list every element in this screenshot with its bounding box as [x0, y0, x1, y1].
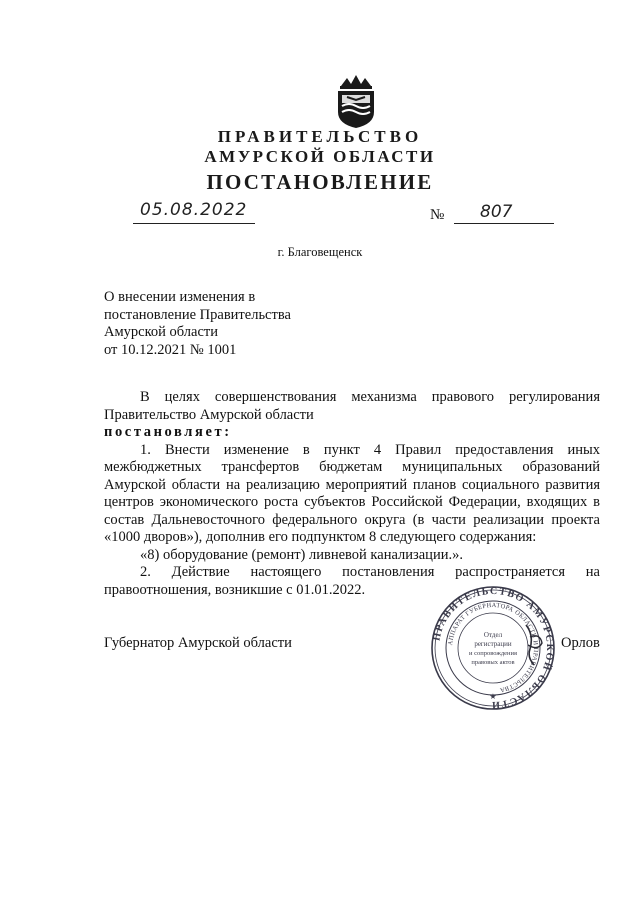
handwritten-date: 05.08.2022	[140, 200, 248, 220]
region-title: АМУРСКОЙ ОБЛАСТИ	[204, 147, 436, 166]
date-underline	[133, 223, 255, 224]
paragraph-1-quote: «8) оборудование (ремонт) ливневой канализации.».	[140, 546, 463, 563]
number-underline	[454, 223, 554, 224]
paragraph-1-line: Амурской области на реализацию мероприятий планов социального развития	[104, 476, 600, 493]
subject-line: постановление Правительства	[104, 306, 291, 323]
stamp-center-line: Отдел	[483, 631, 503, 639]
stamp-center-line: и сопровождения	[469, 650, 517, 657]
signatory-name: Орлов	[561, 635, 600, 651]
subject-block	[104, 289, 291, 359]
official-stamp	[430, 585, 556, 711]
government-title: ПРАВИТЕЛЬСТВО	[217, 127, 423, 146]
signatory-position: Губернатор Амурской области	[104, 635, 292, 651]
subject-line: от 10.12.2021 № 1001	[104, 341, 237, 358]
city-label: г. Благовещенск	[277, 245, 363, 259]
stamp-inner-text: АППАРАТ ГУБЕРНАТОРА ОБЛАСТИ И ПРАВИТЕЛЬСТВА	[447, 601, 540, 694]
paragraph-1-line: центров экономического роста субъектов Российской Федерации, входящих в	[104, 494, 600, 510]
stamp-outer-text: ПРАВИТЕЛЬСТВО АМУРСКОЙ ОБЛАСТИ	[431, 585, 556, 711]
decree-body	[104, 389, 600, 599]
intro-line: В целях совершенствования механизма правового регулирования	[140, 389, 600, 405]
intro-line: Правительство Амурской области	[104, 406, 314, 423]
paragraph-2-line: правоотношения, возникшие с 01.01.2022.	[104, 581, 366, 598]
subject-line: Амурской области	[104, 324, 218, 340]
document-type-title: ПОСТАНОВЛЕНИЕ	[206, 170, 434, 194]
resolves-word: постановляет:	[104, 424, 232, 440]
number-sign: №	[430, 207, 445, 223]
stamp-center-line: регистрации	[474, 640, 512, 648]
subject-line: О внесении изменения в	[104, 289, 256, 305]
paragraph-1-line: «1000 дворов»), дополнив его подпунктом 8 следующего содержания:	[104, 529, 537, 545]
paragraph-2-line: 2. Действие настоящего постановления распространяется на	[140, 564, 600, 580]
paragraph-1-line: 1. Внести изменение в пункт 4 Правил предоставления иных	[140, 441, 600, 458]
handwritten-number: 807	[480, 202, 513, 222]
paragraph-1-line: состав Дальневосточного федерального округа (в части реализации проекта	[104, 511, 600, 528]
stamp-star-icon: ★	[489, 692, 497, 701]
paragraph-1-line: межбюджетных трансфертов бюджетам муниципальных образований	[104, 459, 600, 475]
coat-of-arms-icon	[333, 72, 379, 130]
stamp-center-line: правовых актов	[471, 659, 515, 666]
